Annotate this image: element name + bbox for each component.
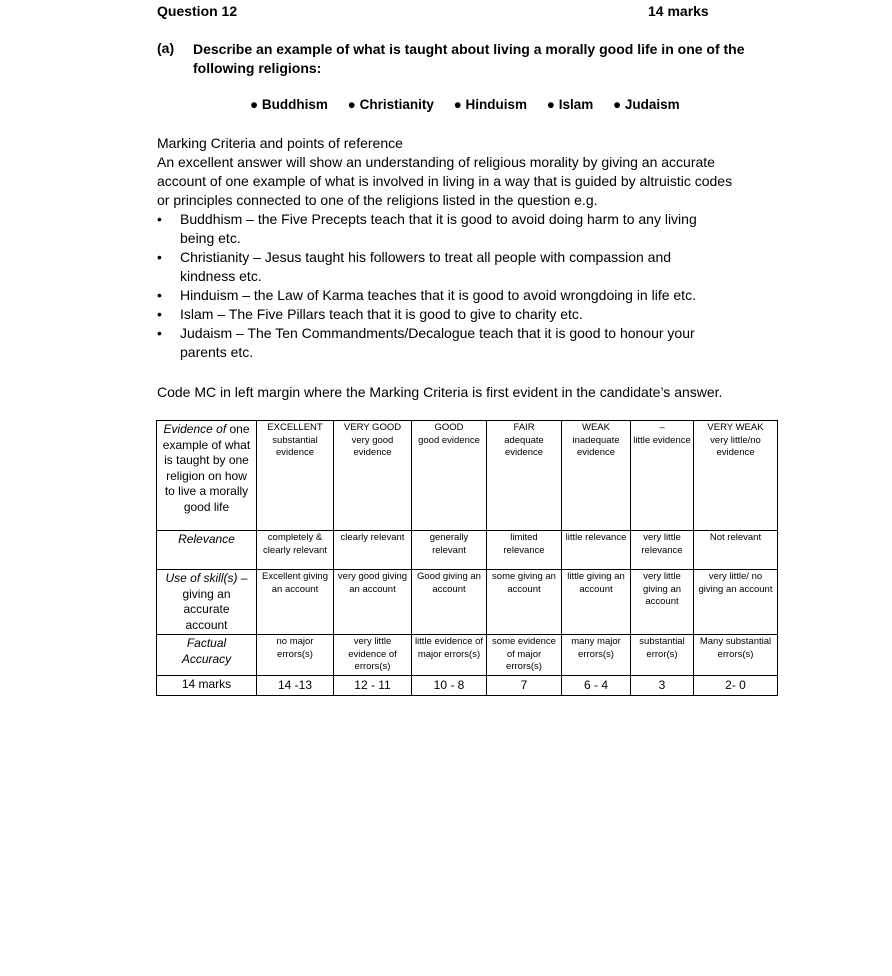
table-cell: 12 - 11 (334, 675, 412, 695)
marking-criteria-intro: An excellent answer will show an understanding of religious morality by giving an accurate account of one example of what is involved in living in a way that is guided by altruistic codes or principles connected to one of the religions listed in the question e.g. (157, 154, 733, 208)
table-cell: 2- 0 (694, 675, 778, 695)
table-cell: some giving an account (487, 570, 562, 635)
table-cell: Good giving an account (412, 570, 487, 635)
row-header-accuracy: Factual Accuracy (157, 635, 257, 676)
row-header-skill: Use of skill(s) – giving an accurate account (157, 570, 257, 635)
table-cell: – little evidence (631, 421, 694, 531)
table-cell: 3 (631, 675, 694, 695)
list-item: • Hinduism – the Law of Karma teaches that it is good to avoid wrongdoing in life etc. (157, 286, 727, 305)
table-cell: very little relevance (631, 531, 694, 570)
table-cell: VERY WEAK very little/no evidence (694, 421, 778, 531)
reference-points-list (157, 210, 727, 362)
table-cell: very little/ no giving an account (694, 570, 778, 635)
table-row (157, 531, 778, 570)
table-cell: WEAK inadequate evidence (562, 421, 631, 531)
table-cell: Excellent giving an account (257, 570, 334, 635)
table-cell: very good giving an account (334, 570, 412, 635)
religion-item: ● Islam (546, 97, 594, 112)
table-cell: little evidence of major errors(s) (412, 635, 487, 676)
table-cell: many major errors(s) (562, 635, 631, 676)
table-cell: little giving an account (562, 570, 631, 635)
row-header-marks: 14 marks (157, 675, 257, 695)
table-cell: completely & clearly relevant (257, 531, 334, 570)
table-cell: very little giving an account (631, 570, 694, 635)
religion-list (250, 97, 696, 112)
marking-criteria-title: Marking Criteria and points of reference (157, 135, 403, 151)
marking-grid-table (156, 420, 778, 696)
list-item: • Judaism – The Ten Commandments/Decalogue teach that it is good to honour your parents etc. (157, 324, 727, 362)
table-cell: VERY GOOD very good evidence (334, 421, 412, 531)
table-cell: substantial error(s) (631, 635, 694, 676)
table-cell: EXCELLENT substantial evidence (257, 421, 334, 531)
table-cell: Not relevant (694, 531, 778, 570)
part-label: (a) (157, 40, 175, 56)
table-cell: little relevance (562, 531, 631, 570)
table-row (157, 570, 778, 635)
table-cell: clearly relevant (334, 531, 412, 570)
code-mc-note: Code MC in left margin where the Marking Criteria is first evident in the candidate’s answer. (157, 384, 723, 400)
table-cell: no major errors(s) (257, 635, 334, 676)
table-cell: very little evidence of errors(s) (334, 635, 412, 676)
row-header-evidence: Evidence of one example of what is taught by one religion on how to live a morally good life (157, 421, 257, 531)
table-cell: generally relevant (412, 531, 487, 570)
table-row (157, 675, 778, 695)
question-marks: 14 marks (648, 3, 709, 19)
religion-item: ● Christianity (347, 97, 434, 112)
table-cell: 10 - 8 (412, 675, 487, 695)
religion-item: ● Hinduism (453, 97, 528, 112)
religion-item: ● Judaism (613, 97, 680, 112)
table-cell: GOOD good evidence (412, 421, 487, 531)
table-cell: limited relevance (487, 531, 562, 570)
part-question: Describe an example of what is taught about living a morally good life in one of the following religions: (193, 41, 745, 76)
list-item: • Islam – The Five Pillars teach that it is good to give to charity etc. (157, 305, 727, 324)
table-cell: 6 - 4 (562, 675, 631, 695)
list-item: • Christianity – Jesus taught his followers to treat all people with compassion and kindness etc. (157, 248, 727, 286)
list-item: • Buddhism – the Five Precepts teach that it is good to avoid doing harm to any living being etc. (157, 210, 727, 248)
table-cell: 14 -13 (257, 675, 334, 695)
religion-item: ● Buddhism (250, 97, 328, 112)
table-row (157, 635, 778, 676)
table-cell: FAIR adequate evidence (487, 421, 562, 531)
row-header-relevance: Relevance (157, 531, 257, 570)
question-number: Question 12 (157, 3, 238, 19)
table-cell: Many substantial errors(s) (694, 635, 778, 676)
table-cell: 7 (487, 675, 562, 695)
table-cell: some evidence of major errors(s) (487, 635, 562, 676)
table-row (157, 421, 778, 531)
